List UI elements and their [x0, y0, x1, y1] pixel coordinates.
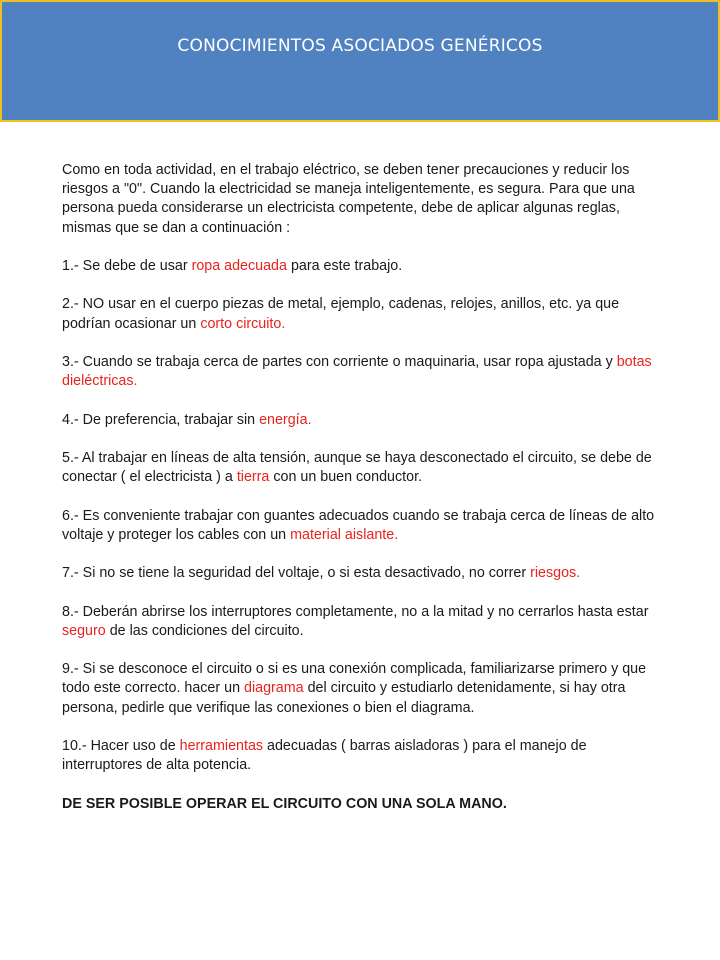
- rule-text: 1.- Se debe de usar: [62, 258, 192, 274]
- rule-text: 10.- Hacer uso de: [62, 737, 180, 754]
- rule-text: 5.- Al trabajar en líneas de alta tensión, aunque se haya desconectado el circuito, se debe de conectar ( el electricista ) a: [62, 449, 652, 486]
- rule-text: de las condiciones del circuito.: [105, 622, 304, 639]
- rule-item-1: [62, 257, 662, 276]
- rule-text: 7.- Si no se tiene la seguridad del voltaje, o si esta desactivado, no correr: [62, 565, 531, 582]
- rule-item-4: [62, 411, 662, 430]
- closing-statement: DE SER POSIBLE OPERAR EL CIRCUITO CON UNA SOLA MANO.: [62, 795, 507, 812]
- rule-text: 3.- Cuando se trabaja cerca de partes con corriente o maquinaria, usar ropa ajustada y: [62, 353, 617, 370]
- rule-text: 2.- NO usar en el cuerpo piezas de metal, ejemplo, cadenas, relojes, anillos, etc. ya que podrían ocasionar un: [62, 296, 620, 332]
- rule-item-10: [62, 737, 662, 775]
- page-title: CONOCIMIENTOS ASOCIADOS GENÉRICOS: [177, 36, 543, 56]
- rule-item-3: [62, 353, 662, 391]
- rule-text: con un buen conductor.: [269, 469, 423, 486]
- rule-text: adecuadas ( barras aisladoras ) para el manejo de interruptores de alta potencia.: [62, 737, 587, 774]
- rule-item-7: [62, 564, 662, 583]
- rule-text: 4.- De preferencia, trabajar sin: [62, 411, 260, 428]
- rule-text: 8.- Deberán abrirse los interruptores completamente, no a la mitad y no cerrarlos hasta estar: [62, 603, 649, 620]
- rule-text: para este trabajo.: [286, 258, 403, 274]
- title-banner: [0, 0, 720, 122]
- rule-item-8: [62, 603, 662, 641]
- document-body: [62, 161, 662, 833]
- rule-highlight: seguro: [62, 622, 106, 639]
- rule-item-6: [62, 507, 662, 545]
- rule-highlight: botas dieléctricas.: [62, 353, 652, 390]
- rule-text: del circuito y estudiarlo detenidamente, si hay otra persona, pedirle que verifique las conexiones o bien el diagrama.: [62, 680, 626, 716]
- rule-highlight: ropa adecuada: [191, 258, 287, 274]
- rule-highlight: diagrama: [244, 680, 304, 697]
- rule-item-2: [62, 295, 662, 333]
- rule-text: 6.- Es conveniente trabajar con guantes adecuados cuando se trabaja cerca de líneas de alto voltaje y proteger los cables con un: [62, 507, 655, 543]
- rule-highlight: energía.: [259, 411, 312, 428]
- rule-highlight: tierra: [236, 469, 270, 486]
- rule-text: 9.- Si se desconoce el circuito o si es una conexión complicada, familiarizarse primero y que todo este correcto. hacer un: [62, 661, 647, 697]
- intro-paragraph: Como en toda actividad, en el trabajo eléctrico, se deben tener precauciones y reducir los riesgos a "0". Cuando la electricidad se maneja inteligentemente, es segura. Para que una persona pueda considerarse un electricista competente, debe de aplicar algunas reglas, mismas que se dan a continuación :: [62, 162, 635, 236]
- rule-highlight: material aislante.: [290, 526, 399, 543]
- rule-highlight: riesgos.: [530, 565, 581, 582]
- rule-item-9: [62, 660, 662, 718]
- rule-item-5: [62, 449, 662, 487]
- rule-highlight: herramientas: [179, 737, 264, 754]
- rule-highlight: corto circuito.: [200, 315, 286, 332]
